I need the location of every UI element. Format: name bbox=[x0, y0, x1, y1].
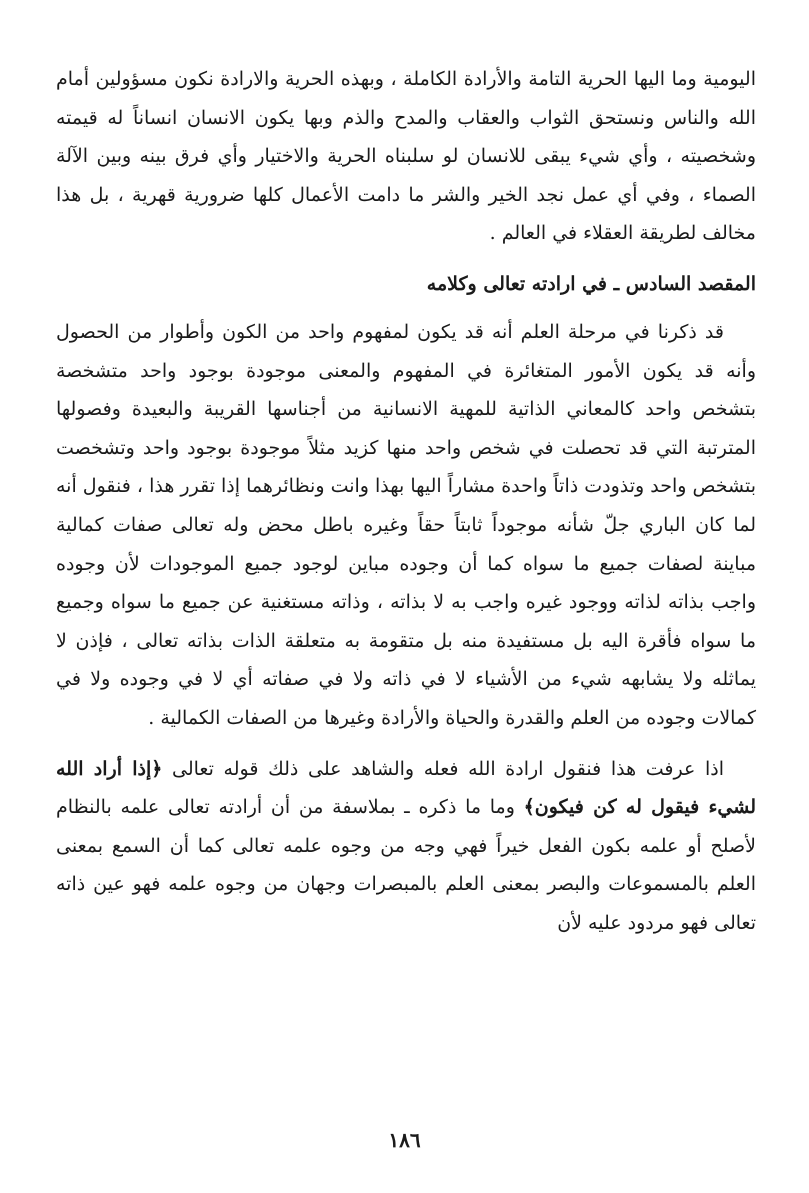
quran-bracket-open: ﴿ bbox=[151, 757, 163, 780]
paragraph-3 bbox=[56, 750, 756, 943]
paragraph-3-rest: وما ما ذكره ـ بملاسفة من أن أرادته تعالى علمه بالنظام لأصلح أو علمه بكون الفعل خيراً فهي وجه من وجوه علمه تعالى كما أن السمع بمعنى العلم بالمسموعات والبصر بمعنى العلم بالمبصرات وجهان من وجوه علمه فهو عين ذاته تعالى فهو مردود عليه لأن bbox=[56, 796, 756, 934]
page-number: ١٨٦ bbox=[388, 1128, 421, 1152]
page-content bbox=[56, 60, 756, 942]
paragraph-gap bbox=[56, 738, 756, 750]
section-heading: المقصد السادس ـ في ارادته تعالى وكلامه bbox=[426, 272, 756, 295]
paragraph-1: اليومية وما اليها الحرية التامة والأرادة الكاملة ، وبهذه الحرية والارادة نكون مسؤولين أمام الله والناس ونستحق الثواب والعقاب والمدح والذم وبها يكون الانسان انساناً له قيمته وشخصيته ، وأي شيء يبقى للانسان لو سلبناه الحرية والاختيار وأي فرق بينه وبين الآلة الصماء ، وفي أي عمل نجد الخير والشر ما دامت الأعمال كلها ضرورية قهرية ، بل هذا مخالف لطريقة العقلاء في العالم . bbox=[56, 68, 756, 245]
paragraph-3-start: اذا عرفت هذا فنقول ارادة الله فعله والشاهد على ذلك قوله تعالى bbox=[172, 757, 724, 780]
quran-bracket-close: ﴾ bbox=[523, 796, 535, 819]
quran-verse: إذا أراد الله لشيء فيقول له كن فيكون bbox=[56, 757, 756, 819]
paragraph-2: قد ذكرنا في مرحلة العلم أنه قد يكون لمفهوم واحد من الكون وأطوار من الحصول وأنه قد يكون الأمور المتغائرة في المفهوم والمعنى موجودة بوجود واحد متشخصة بتشخص واحد كالمعاني الذاتية للمهية الانسانية من أجناسها القريبة والبعيدة وفصولها المترتبة التي قد تحصلت في شخص واحد منها كزيد مثلاً موجودة بوجود واحد وتشخصت بتشخص واحد وتذودت ذاتاً واحدة مشاراً اليها بهذا وانت ونظائرهما إذا تقرر هذا ، فنقول أنه لما كان الباري جلّ شأنه موجوداً ثابتاً حقاً وغيره باطل محض وله تعالى صفات كمالية مباينة لصفات جميع ما سواه كما أن وجوده مباين لوجود جميع الموجودات لأن وجوده واجب بذاته لذاته ووجود غيره واجب به لا بذاته ، وذاته مستغنية عن جميع ما سواه وجميع ما سواه فأقرة اليه بل مستفيدة منه بل متقومة به متعلقة الذات بذاته تعالى ، فإذن لا يماثله ولا يشابهه شيء من الأشياء لا في ذاته ولا في صفاته أي لا في وجوده ولا في كمالات وجوده من العلم والقدرة والحياة والأرادة وغيرها من الصفات الكمالية . bbox=[56, 320, 756, 729]
